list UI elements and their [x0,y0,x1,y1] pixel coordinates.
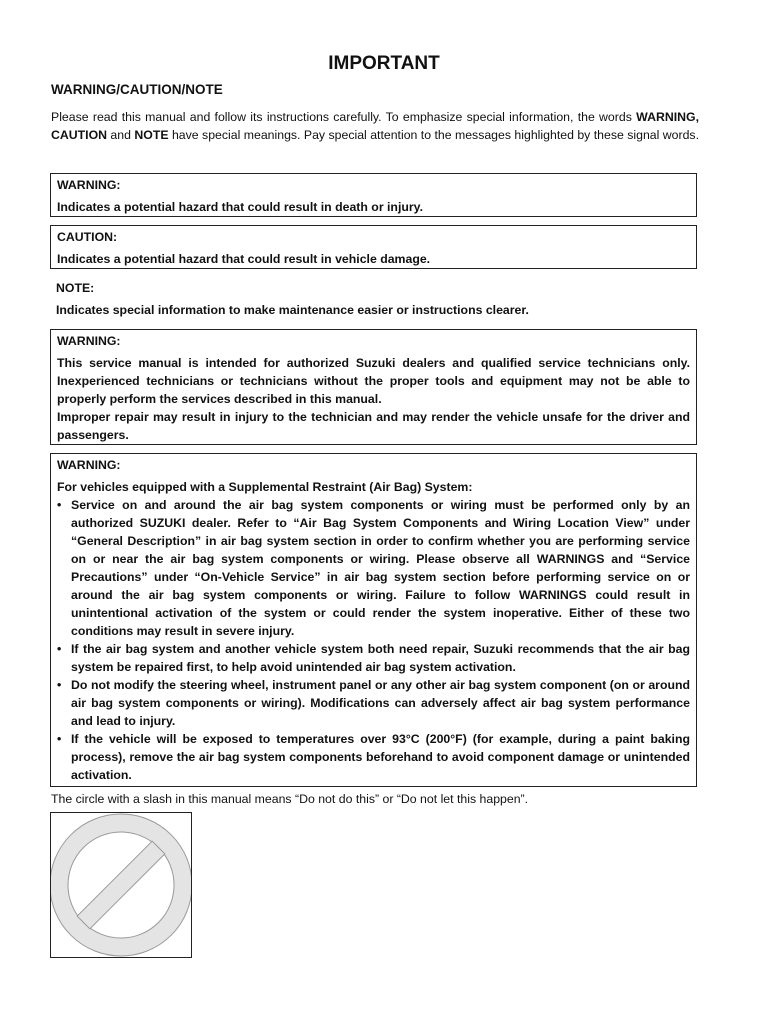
list-item: • Service on and around the air bag system components or wiring must be performed only by an authorized SUZUKI dealer. Refer to “Air Bag System Components and Wiring Location View” under “General Description” in air bag system section in order to confirm whether you are performing service on or near the air bag system components or wiring. Please observe all WARNINGS and “Service Precautions” under “On-Vehicle Service” in air bag system section before performing service on or around the air bag system components or wiring. Failure to follow WARNINGS could result in unintentional activation of the system or could render the system inoperative. Either of these two conditions may result in severe injury. [57,496,690,640]
airbag-warning-lead: For vehicles equipped with a Supplemental Restraint (Air Bag) System: [57,480,473,494]
service-warning-text-2: Improper repair may result in injury to the technician and may render the vehicle unsafe for the driver and passengers. [57,410,690,442]
intro-keyword-note: NOTE [134,128,169,142]
prohibition-circle-icon [51,813,191,957]
page-title: IMPORTANT [328,53,440,74]
warning-definition-box [50,173,697,217]
service-warning-text-1: This service manual is intended for authorized Suzuki dealers and qualified service technicians only. Inexperienced technicians or technicians without the proper tools and equipment may not be able to properly perform the services described in this manual. [57,356,690,406]
caution-definition-box [50,225,697,269]
caution-definition-text: Indicates a potential hazard that could result in vehicle damage. [57,252,431,266]
airbag-warning-heading: WARNING: [57,458,121,472]
intro-keyword-warning-caution: WARNING, CAUTION [51,110,699,142]
list-item: • If the air bag system and another vehicle system both need repair, Suzuki recommends that the air bag system be repaired first, to help avoid unintended air bag system activation. [57,640,690,676]
list-item: • Do not modify the steering wheel, instrument panel or any other air bag system component (on or around air bag system components or wiring). Modifications can adversely affect air bag system performance and lead to injury. [57,676,690,730]
intro-paragraph [51,108,699,144]
circle-slash-caption: The circle with a slash in this manual means “Do not do this” or “Do not let this happen”. [51,792,529,806]
intro-text-1: Please read this manual and follow its instructions carefully. To emphasize special information, the words [51,110,637,124]
list-item: • If the vehicle will be exposed to temperatures over 93°C (200°F) (for example, during a paint baking process), remove the air bag system components beforehand to avoid component damage or unintended activation. [57,730,690,784]
section-subheading: WARNING/CAUTION/NOTE [51,82,223,97]
warning-definition-text: Indicates a potential hazard that could result in death or injury. [57,200,424,214]
service-manual-warning-box [50,329,697,445]
caution-definition-heading: CAUTION: [57,230,118,244]
note-definition-heading: NOTE: [56,281,95,295]
prohibition-symbol-frame [50,812,192,958]
warning-definition-heading: WARNING: [57,178,121,192]
intro-text-3: have special meanings. Pay special attention to the messages highlighted by these signal words. [168,128,699,142]
note-definition-text: Indicates special information to make maintenance easier or instructions clearer. [56,303,529,317]
note-definition [56,279,696,319]
airbag-warning-list [57,496,690,784]
airbag-warning-box [50,453,697,787]
intro-text-2: and [107,128,135,142]
service-warning-heading: WARNING: [57,334,121,348]
